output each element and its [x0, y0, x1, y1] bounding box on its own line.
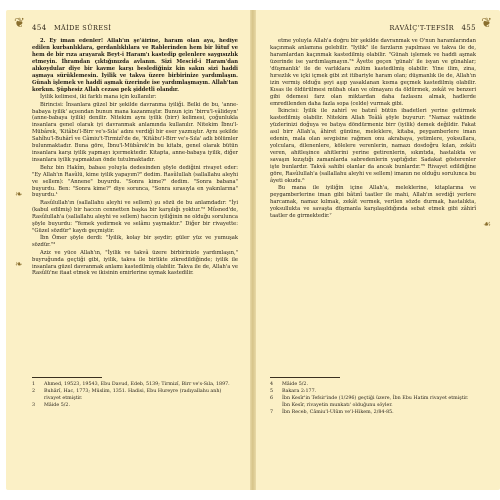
margin-ornament-icon: ❧	[15, 260, 23, 270]
footnote	[32, 388, 238, 402]
page-body	[270, 38, 476, 373]
margin-ornament-icon: ❧	[15, 190, 23, 200]
left-page	[6, 10, 250, 490]
footnote-number: 5	[270, 389, 274, 394]
footnote-text: Bakara 2:177.	[282, 389, 317, 394]
running-head: MÂİDE SÛRESİ	[53, 24, 112, 32]
paragraph: Rasûlullah'ın (sallallahu aleyhi ve sellem) şu sözü de bu anlamdadır: "İyi (kabul edilmiş) bir haccın cennetten başka bir karşılığı yoktur."² Mûsned'de, Rasûlullah'a (sallallahu aleyhi ve sellem) haccın iyiliğinin ne olduğu sorulunca şöyle buyurdu: "Yemek yedirmek ve selâmı yaymaktır." Diğer bir rivayette: "Güzel sözdür" kaydı geçmiştir.	[32, 199, 238, 234]
page-number: 455	[461, 24, 476, 32]
footnote-text: İbn Receb, Câmiu'l-Ulûm ve'l-Hikem, 2/84-85.	[282, 410, 394, 415]
footnote	[32, 381, 238, 388]
paragraph: Aziz ve yüce Allah'ın, "İyilik ve takvâ üzere birbirinizle yardımlaşın," buyruğunda geçtiği gibi, iyilik, takva ile birlikte zikredildiğinde; iyilik ile insanlara güzel davranmak anlamı kastedilmiş olabilir. Takva ile de, Allah'a ve Rasûlü'ne itaat etmek ve ikisinin emirlerine uymak kastedilir.	[32, 249, 238, 277]
paragraph: İkincisi: İyilik ile zahirî ve batınî bütün ibadetleri yerine getirmek kastedilmiş olabilir. Nitekim Allah Teâlâ şöyle buyurur: "Namaz vaktinde yüzlerinizi doğuya ve batıya döndürmeniz birr (iyilik) demek değildir. Fakat asıl birr Allah'a, âhiret gününe, meleklere, kitaba, peygamberlere iman edenin, mala olan sevgisine rağmen onu akrabaya, yetimlere, yoksullara, yolculara, dilenenlere, kölelere verenlerin, namazı dosdoğru kılan, zekâtı veren, ahitleşince ahitlerini yerine getirenlerin, sıkıntıda, hastalıkta ve savaşın kızıştığı zamanlarda sabredenlerin yaptığıdır. Sadakat gösterenler işte bunlardır. Takvâ sahibi olanlar da ancak bunlardır."⁵ Rivayet edildiğine göre, Rasûlullah'a (sallallahu aleyhi ve sellem) imanın ne olduğu sorulunca bu âyeti okudu.⁶	[270, 108, 476, 184]
footnotes	[32, 381, 238, 409]
paragraph: İbn Ömer şöyle derdi: "İyilik, kolay bir şeydir; güler yüz ve yumuşak sözdür."³	[32, 235, 238, 249]
footnote-number: 4	[270, 382, 274, 387]
page-body	[32, 38, 238, 373]
footnote-number: 7	[270, 410, 274, 415]
footnote-number: 1	[32, 382, 36, 387]
page-header	[270, 24, 476, 32]
footnotes	[270, 381, 476, 416]
paragraph: Bu mana ile iyiliğin içine Allah'a, meleklerine, kitaplarına ve peygamberlerine iman gibi bâtınî taatler ile mahi, Allah'ın sevdiği yerlere harcamak, namaz kılmak, zekât vermek, verilen sözde durmak, hastalıkta, yoksullukta ve savaşta düşmanla karşılaşıldığında sebat etmek gibi zâhirî taatler de girmektedir.⁷	[270, 185, 476, 219]
footnote-number: 6	[270, 396, 274, 401]
right-page	[256, 10, 500, 490]
running-head: RAVÂİÇ'T-TEFSÎR	[389, 24, 455, 32]
footnote-divider	[270, 377, 340, 378]
footnote-number: 3	[32, 403, 36, 408]
page-number: 454	[32, 24, 47, 32]
swirl-ornament-icon: ❦	[14, 16, 25, 31]
footnote	[270, 395, 476, 409]
footnote-divider	[32, 377, 102, 378]
paragraph: Behz bin Hakîm, babası yoluyla dedesinden şöyle dediğini rivayet eder: "Ey Allah'ın Rasûlü, kime iyilik yapayım?" dedim. Rasûlullah (sallallahu aleyhi ve sellem): "Annene" buyurdu. "Sonra kime?" dedim. "Sonra babana" buyurdu. Ben: "Sonra kime?" diye sorunca, "Sonra sırasıyla en yakınlarına" buyurdu.¹	[32, 164, 238, 199]
paragraph: etme yoluyla Allah'a doğru bir şekilde davranmak ve O'nun haramlarından kaçınmak anlamına gelebilir. "Iyilik" ile farzların yapılması ve takva ile de, haramlardan kaçınmak kastedilmiş olabilir. "Günah işlemek ve haddi aşmak üzerinde ise yardımlaşmayın."⁴ Âyette geçen 'günah' ile isyan ve günahlar; 'düşmanlık' ile de varlıklara zulüm kastedilmiş olabilir. Yine ilim, zina, hırsızlık ve içki içmek gibi zıt itibariyle haram olan; düşmanlık ile de, Allah'ın izin vermiş olduğu şeyi aşıp yasaklanan kısma geçmek kastedilmiş olabilir. Kısas ile öldürülmesi mübah olan ve olmayanı da öldürmek, zekât ve benzeri gibi ödemesi farz olan miktardan daha fazlasını almak, hadlerde emredilenden daha fazla sopa (celde) vurmak gibi.	[270, 38, 476, 107]
footnote-text: Mâide 5/2.	[44, 403, 70, 408]
page-header	[32, 24, 238, 32]
footnote-number: 2	[32, 389, 36, 394]
paragraph: İyilik kelimesi, iki farklı mana için kullanılır:	[40, 94, 157, 101]
swirl-ornament-icon: ❦	[481, 16, 492, 31]
footnote	[270, 409, 476, 416]
footnote-text: Mâide 5/2.	[282, 382, 308, 387]
paragraph: Birincisi: İnsanlara güzel bir şekilde davranma iyiliği. Belki de bu, 'anne-babaya iyilik' açısından bunun mana kazanmıştır. Bunun için 'birru'l-vâlideyn' (anne-babaya iyilik) denilir. Nitekim aynı iyilik (birr) kelimesi, çoğunlukla insanlara genel olarak iyi davranmak anlamında kullanılır. Nitekim İbnu'l-Mübârek, 'Kitâbu'l-Birr ve's-Sıla' adını verdiği bir eser yazmıştır. Aynı şekilde Sahîhu'l-Buhârî ve Câmiu't-Tirmizî'de de, 'Kitâbu'l-Birr ve's-Sıla' adlı bölümler bulunmaktadır. Buna göre, İbnu'l-Mübârek'in bu kitabı, genel olarak bütün insanlara karşı iyilik yapmayı içermektedir. Kitapta, anne-babaya iyilik, diğer insanlara iyilik yapmaktan önde tutulmaktadır.	[32, 101, 238, 164]
margin-ornament-icon: ☙	[482, 220, 491, 230]
footnote	[32, 402, 238, 409]
footnote-text: Ahmed, 19523, 19543, Ebu Davud, Edeb, 5139; Tirmizî, Birr ve's-Sıla, 1897.	[44, 382, 230, 387]
footnote-text: Buhârî, Hac, 1773; Müslim, 1351. Hadisi, Ebu Hureyre (radıyallahu anh) rivayet etmiştir.	[44, 389, 222, 401]
footnote	[270, 388, 476, 395]
footnote	[270, 381, 476, 388]
footnote-text: İbn Kesîr'in Tefsir'inde (1/296) geçtiği üzere, İbn Ebu Hatim rivayet etmiştir. İbn Kesîr, rivayetin munkatı' olduğunu söyler.	[282, 396, 469, 408]
paragraph: 2. Ey iman edenler! Allah'ın şe'âirine, haram olan aya, hediye edilen kurbanlıklara, gerdanlıklılara ve Rablerinden hem bir lütuf ve hem de bir rıza arayarak Beyt-i Haram'ı kastedip gelenlere saygısızlık etmeyin. İhramdan çıktığınızda avlanın. Sizi Mescid-i Haram'dan alıkoydular diye bir kavme karşı beslediğiniz kin sakın sizi haddi aşmaya sürüklemesin. İyilik ve takva üzere birbirinize yardımlaşın. Günah işlemek ve haddi aşmak üzerinde ise yardımlaşmayın. Allah'tan korkun. Şüphesiz Allah cezası pek şiddetli olandır.	[32, 38, 238, 93]
